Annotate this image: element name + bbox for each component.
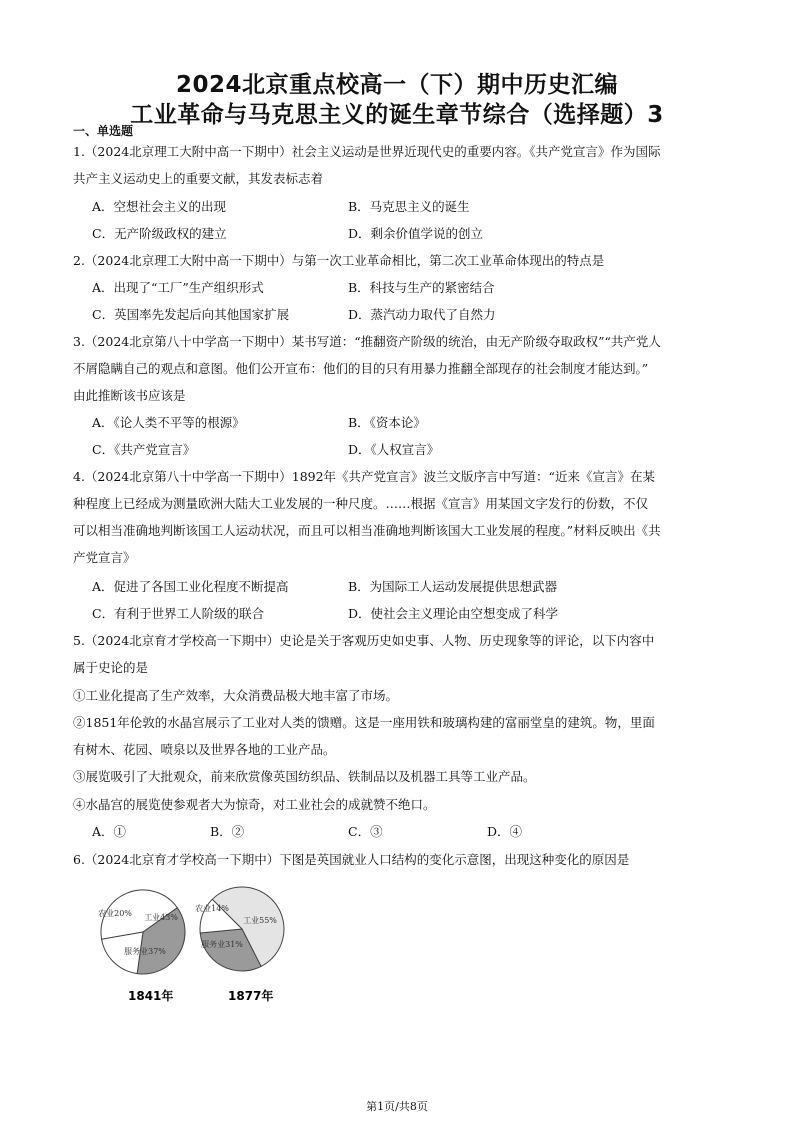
question-1-line-1: 1.（2024北京理工大附中高一下期中）社会主义运动是世界近现代史的重要内容。《共产党宣言》作为国际 xyxy=(73,144,661,159)
question-5-option-b: B．② xyxy=(210,824,245,839)
question-4-line-3: 可以相当准确地判断该国工人运动状况，而且可以相当准确地判断该国大工业发展的程度。”材料反映出《共 xyxy=(73,523,661,538)
pie-label-1877-1: 服务业31% xyxy=(201,940,243,949)
question-1-option-d: D．剩余价值学说的创立 xyxy=(348,226,484,241)
question-3-line-3: 由此推断该书应该是 xyxy=(73,388,186,403)
question-5-statement-2: ②1851年伦敦的水晶宫展示了工业对人类的馈赠。这是一座用铁和玻璃构建的富丽堂皇的建筑。物，里面 xyxy=(73,715,655,730)
question-3-line-2: 不屑隐瞒自己的观点和意图。他们公开宣布：他们的目的只有用暴力推翻全部现存的社会制度才能达到。” xyxy=(73,361,649,376)
question-1-option-a: A．空想社会主义的出现 xyxy=(92,199,227,214)
question-4-option-c: C．有利于世界工人阶级的联合 xyxy=(92,606,265,621)
question-3-option-b: B．《资本论》 xyxy=(348,415,426,430)
page-footer: 第1页/共8页 xyxy=(366,1100,428,1113)
pie-title-1841: 1841年 xyxy=(128,989,174,1003)
question-5-line-2: 属于史论的是 xyxy=(73,660,149,675)
question-4-line-1: 4.（2024北京第八十中学高一下期中）1892年《共产党宣言》波兰文版序言中写道：“近来《宣言》在某 xyxy=(73,469,655,484)
question-4-option-b: B．为国际工人运动发展提供思想武器 xyxy=(348,579,558,594)
question-5-line-1: 5.（2024北京育才学校高一下期中）史论是关于客观历史如史事、人物、历史现象等的评论，以下内容中 xyxy=(73,633,655,648)
pie-label-1877-0: 工业55% xyxy=(243,916,277,925)
question-2-line-1: 2.（2024北京理工大附中高一下期中）与第一次工业革命相比，第二次工业革命体现出的特点是 xyxy=(73,253,605,268)
page-title-line1: 2024北京重点校高一（下）期中历史汇编 xyxy=(175,72,618,98)
pie-title-1877: 1877年 xyxy=(228,989,274,1003)
question-5-option-c: C．③ xyxy=(348,824,383,839)
question-5-statement-1: ①工业化提高了生产效率，大众消费品极大地丰富了市场。 xyxy=(73,688,399,703)
question-1-option-c: C．无产阶级政权的建立 xyxy=(92,226,227,241)
question-5-statement-3: ③展览吸引了大批观众，前来欣赏像英国纺织品、铁制品以及机器工具等工业产品。 xyxy=(73,769,536,784)
question-3-option-c: C．《共产党宣言》 xyxy=(92,442,196,457)
question-6-line-1: 6.（2024北京育才学校高一下期中）下图是英国就业人口结构的变化示意图，出现这种变化的原因是 xyxy=(73,852,630,867)
question-3-line-1: 3.（2024北京第八十中学高一下期中）某书写道：“推翻资产阶级的统治，由无产阶级夺取政权”“共产党人 xyxy=(73,334,661,349)
question-4-option-d: D．使社会主义理论由空想变成了科学 xyxy=(348,606,559,621)
pie-label-1877-2: 农业14% xyxy=(195,904,229,913)
question-5-option-d: D．④ xyxy=(487,824,523,839)
question-3-option-a: A．《论人类不平等的根源》 xyxy=(92,415,245,430)
question-5-statement-2-cont: 有树木、花园、喷泉以及世界各地的工业产品。 xyxy=(73,742,336,757)
question-1-line-2: 共产主义运动史上的重要文献，其发表标志着 xyxy=(73,171,324,186)
question-2-option-b: B．科技与生产的紧密结合 xyxy=(348,280,495,295)
question-2-option-c: C．英国率先发起后向其他国家扩展 xyxy=(92,307,290,322)
employment-pie-charts xyxy=(98,880,298,1010)
page-title-line2: 工业革命与马克思主义的诞生章节综合（选择题）3 xyxy=(130,102,664,128)
question-5-option-a: A．① xyxy=(92,824,127,839)
question-4-line-2: 种程度上已经成为测量欧洲大陆大工业发展的一种尺度。……根据《宣言》用某国文字发行的份数，不仅 xyxy=(73,496,649,511)
question-3-option-d: D．《人权宣言》 xyxy=(348,442,440,457)
question-2-option-d: D．蒸汽动力取代了自然力 xyxy=(348,307,496,322)
section-title: 一、单选题 xyxy=(73,124,134,138)
pie-label-1841-1: 服务业37% xyxy=(124,947,166,956)
question-4-option-a: A．促进了各国工业化程度不断提高 xyxy=(92,579,289,594)
question-2-option-a: A．出现了“工厂”生产组织形式 xyxy=(92,280,264,295)
question-4-line-4: 产党宣言》 xyxy=(73,550,136,565)
question-1-option-b: B．马克思主义的诞生 xyxy=(348,199,470,214)
pie-label-1841-2: 农业20% xyxy=(98,909,132,918)
question-5-statement-4: ④水晶宫的展览使参观者大为惊奇，对工业社会的成就赞不绝口。 xyxy=(73,797,436,812)
pie-label-1841-0: 工业43% xyxy=(144,913,178,922)
